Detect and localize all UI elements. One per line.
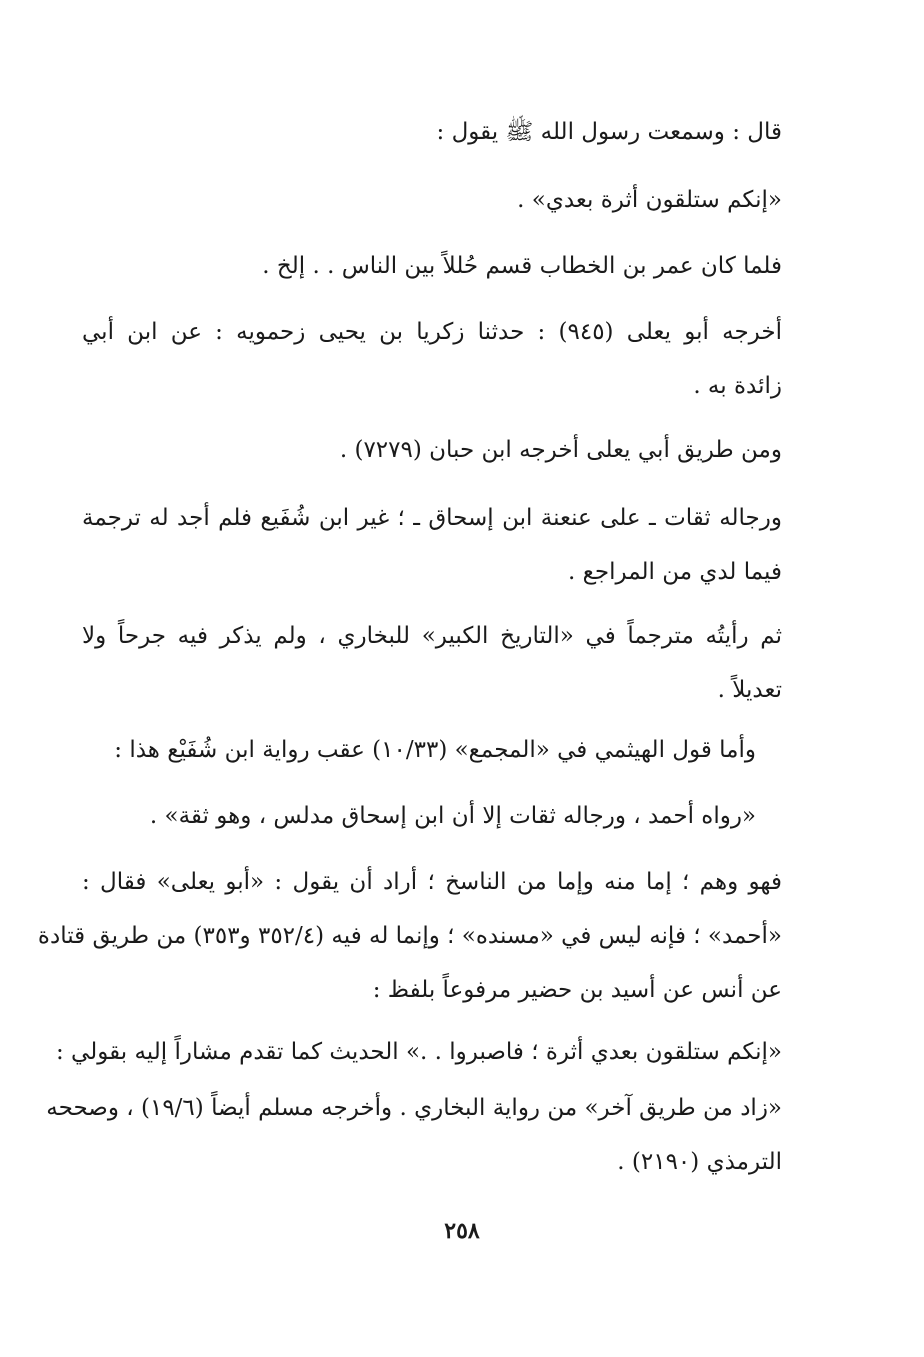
text-line-8: فيما لدي من المراجع . bbox=[568, 559, 782, 585]
text-line-7: ورجاله ثقات ـ على عنعنة ابن إسحاق ـ ؛ غير ابن شُفَيع فلم أجد له ترجمة bbox=[82, 505, 782, 531]
text-line-15: عن أنس عن أسيد بن حضير مرفوعاً بلفظ : bbox=[372, 977, 782, 1003]
text-line-3: فلما كان عمر بن الخطاب قسم حُللاً بين الناس . . إلخ . bbox=[262, 253, 782, 279]
text-line-2: «إنكم ستلقون أثرة بعدي» . bbox=[517, 187, 782, 213]
text-line-9: ثم رأيتُه مترجماً في «التاريخ الكبير» للبخاري ، ولم يذكر فيه جرحاً ولا bbox=[82, 623, 782, 649]
text-line-18: الترمذي (٢١٩٠) . bbox=[617, 1149, 782, 1175]
text-line-13: فهو وهم ؛ إما منه وإما من الناسخ ؛ أراد أن يقول : «أبو يعلى» فقال : bbox=[82, 869, 782, 895]
text-line-10: تعديلاً . bbox=[717, 677, 782, 703]
text-line-12: «رواه أحمد ، ورجاله ثقات إلا أن ابن إسحاق مدلس ، وهو ثقة» . bbox=[149, 803, 756, 829]
text-line-14: «أحمد» ؛ فإنه ليس في «مسنده» ؛ وإنما له فيه (٣٥٢/٤ و٣٥٣) من طريق قتادة bbox=[37, 923, 782, 949]
text-line-17: «زاد من طريق آخر» من رواية البخاري . وأخرجه مسلم أيضاً (١٩/٦) ، وصححه bbox=[46, 1095, 782, 1121]
text-line-16: «إنكم ستلقون بعدي أثرة ؛ فاصبروا . .» الحديث كما تقدم مشاراً إليه بقولي : bbox=[56, 1039, 782, 1065]
text-line-6: ومن طريق أبي يعلى أخرجه ابن حبان (٧٢٧٩) . bbox=[339, 437, 782, 463]
page-number: ٢٥٨ bbox=[444, 1218, 480, 1244]
text-line-4: أخرجه أبو يعلى (٩٤٥) : حدثنا زكريا بن يحيى زحمويه : عن ابن أبي bbox=[82, 319, 782, 345]
text-line-11: وأما قول الهيثمي في «المجمع» (١٠/٣٣) عقب رواية ابن شُفَيْع هذا : bbox=[114, 737, 756, 763]
text-line-5: زائدة به . bbox=[693, 373, 782, 399]
text-line-1: قال : وسمعت رسول الله ﷺ يقول : bbox=[436, 119, 782, 145]
